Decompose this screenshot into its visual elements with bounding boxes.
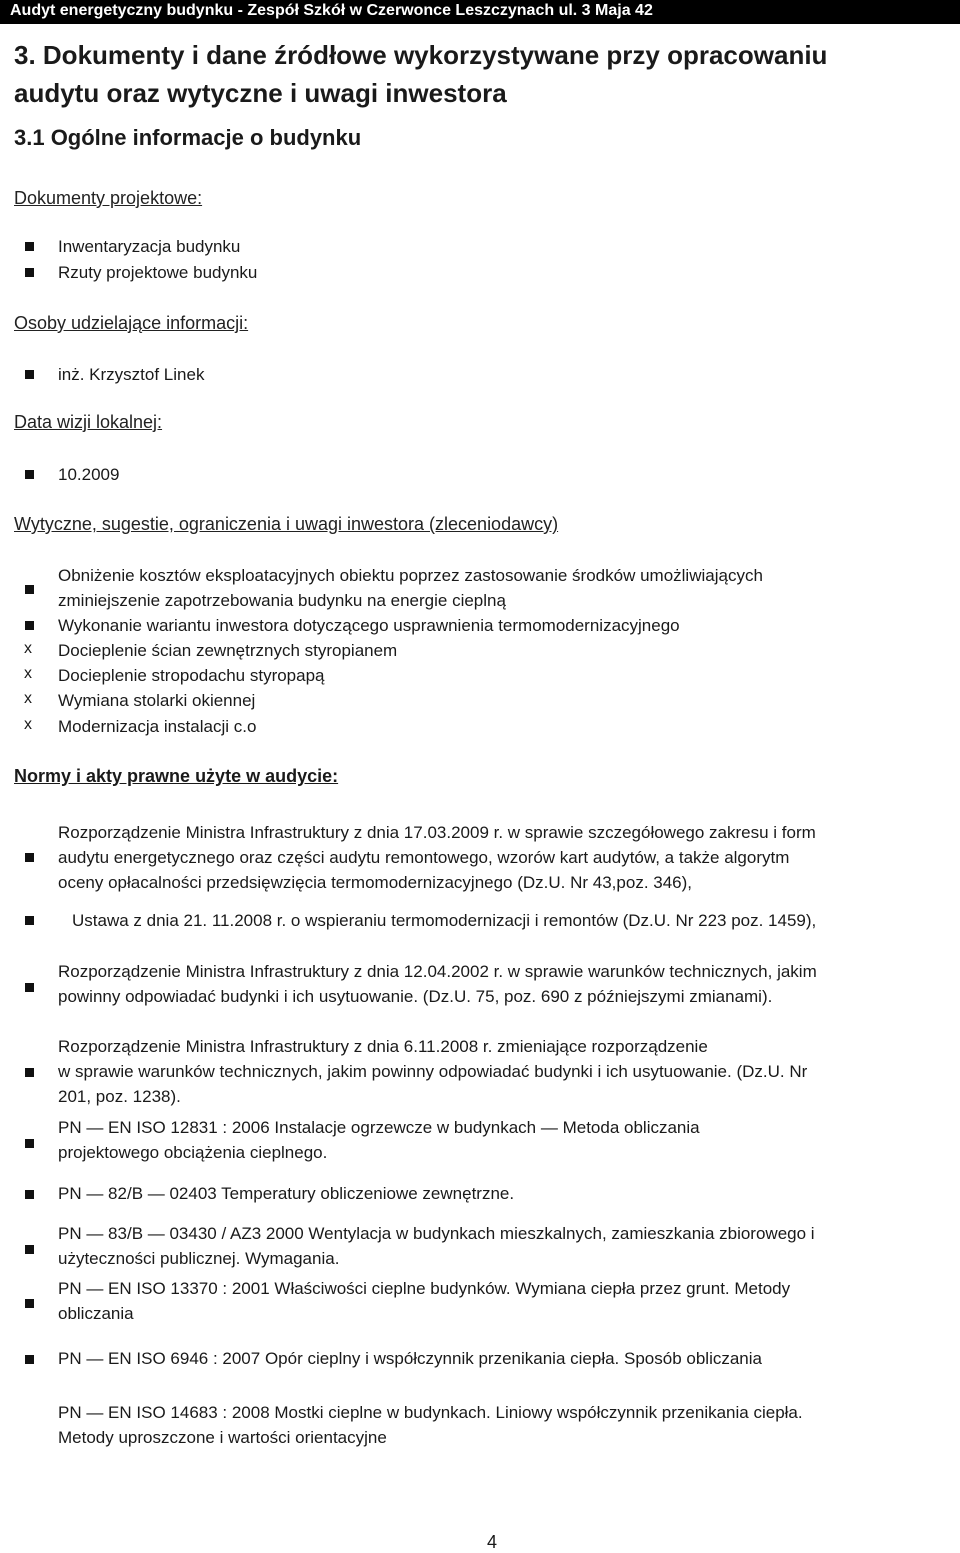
bullet-square-icon <box>25 585 34 594</box>
informants-label: Osoby udzielające informacji: <box>14 313 249 333</box>
norm-item-line: PN — EN ISO 14683 : 2008 Mostki cieplne w budynkach. Liniowy współczynnik przenikania ciepła. <box>58 1403 803 1422</box>
project-doc-item: Rzuty projektowe budynku <box>58 263 258 282</box>
norm-item-line: Metody uproszczone i wartości orientacyjne <box>58 1428 387 1447</box>
norm-item-line: PN — EN ISO 13370 : 2001 Właściwości cieplne budynków. Wymiana ciepła przez grunt. Metody <box>58 1279 791 1298</box>
bullet-square-icon <box>25 470 34 479</box>
bullet-square-icon <box>25 983 34 992</box>
bullet-square-icon <box>25 1299 34 1308</box>
informant-item: inż. Krzysztof Linek <box>58 365 205 384</box>
visit-date-value: 10.2009 <box>58 465 120 484</box>
x-mark: x <box>24 665 32 682</box>
norm-item-line: obliczania <box>58 1304 134 1323</box>
bullet-square-icon <box>25 370 34 379</box>
bullet-square-icon <box>25 1068 34 1077</box>
bullet-square-icon <box>25 1355 34 1364</box>
norms-label: Normy i akty prawne użyte w audycie: <box>14 766 339 786</box>
project-doc-item: Inwentaryzacja budynku <box>58 237 241 256</box>
section-title-line1: 3. Dokumenty i dane źródłowe wykorzystywane przy opracowaniu <box>14 40 828 70</box>
bullet-square-icon <box>25 1245 34 1254</box>
norm-item-line: w sprawie warunków technicznych, jakim powinny odpowiadać budynki i ich usytuowanie. (Dz.U. Nr <box>58 1062 808 1081</box>
guideline-x-item: Wymiana stolarki okiennej <box>58 691 256 710</box>
bullet-square-icon <box>25 853 34 862</box>
guideline-x-item: Docieplenie stropodachu styropapą <box>58 666 325 685</box>
section-title-line2: audytu oraz wytyczne i uwagi inwestora <box>14 78 507 108</box>
guideline-x-item: Docieplenie ścian zewnętrznych styropianem <box>58 641 398 660</box>
norm-item-line: powinny odpowiadać budynki i ich usytuowanie. (Dz.U. 75, poz. 690 z późniejszymi zmianami). <box>58 987 773 1006</box>
page-number: 4 <box>487 1532 498 1552</box>
bullet-square-icon <box>25 268 34 277</box>
document-header <box>0 0 960 24</box>
guideline-item2: Wykonanie wariantu inwestora dotyczącego usprawnienia termomodernizacyjnego <box>58 616 680 635</box>
norm-item-line: PN — 83/B — 03430 / AZ3 2000 Wentylacja w budynkach mieszkalnych, zamieszkania zbiorowego i <box>58 1224 815 1243</box>
norm-item-line: 201, poz. 1238). <box>58 1087 181 1106</box>
norm-item-line: projektowego obciążenia cieplnego. <box>58 1143 328 1162</box>
norm-item-line: użyteczności publicznej. Wymagania. <box>58 1249 340 1268</box>
norm-item-line: PN — EN ISO 12831 : 2006 Instalacje ogrzewcze w budynkach — Metoda obliczania <box>58 1118 700 1137</box>
x-mark: x <box>24 640 32 657</box>
bullet-square-icon <box>25 916 34 925</box>
bullet-square-icon <box>25 1190 34 1199</box>
bullet-square-icon <box>25 621 34 630</box>
project-docs-label: Dokumenty projektowe: <box>14 188 203 208</box>
norm-item-line: Rozporządzenie Ministra Infrastruktury z dnia 17.03.2009 r. w sprawie szczegółowego zakresu i form <box>58 823 816 842</box>
norm-item-line: audytu energetycznego oraz części audytu remontowego, wzorów kart audytów, a także algorytm <box>58 848 790 867</box>
guideline-item1-line1: Obniżenie kosztów eksploatacyjnych obiektu poprzez zastosowanie środków umożliwiających <box>58 566 763 585</box>
guidelines-label: Wytyczne, sugestie, ograniczenia i uwagi inwestora (zleceniodawcy) <box>14 514 559 534</box>
norm-item-line: PN — 82/B — 02403 Temperatury obliczeniowe zewnętrzne. <box>58 1184 515 1203</box>
guideline-x-item: Modernizacja instalacji c.o <box>58 717 257 736</box>
visit-date-label: Data wizji lokalnej: <box>14 412 163 432</box>
bullet-square-icon <box>25 242 34 251</box>
norm-item-line: oceny opłacalności przedsięwzięcia termomodernizacyjnego (Dz.U. Nr 43,poz. 346), <box>58 873 693 892</box>
x-mark: x <box>24 690 32 707</box>
x-mark: x <box>24 716 32 733</box>
norm-item-line: Rozporządzenie Ministra Infrastruktury z dnia 6.11.2008 r. zmieniające rozporządzenie <box>58 1037 708 1056</box>
guideline-item1-line2: zminiejszenie zapotrzebowania budynku na energie cieplną <box>58 591 506 610</box>
norm-item-line: Rozporządzenie Ministra Infrastruktury z dnia 12.04.2002 r. w sprawie warunków technicznych, jakim <box>58 962 817 981</box>
bullet-square-icon <box>25 1139 34 1148</box>
norm-item-line: PN — EN ISO 6946 : 2007 Opór cieplny i współczynnik przenikania ciepła. Sposób obliczania <box>58 1349 762 1368</box>
norm-item-line: Ustawa z dnia 21. 11.2008 r. o wspieraniu termomodernizacji i remontów (Dz.U. Nr 223 poz. 1459), <box>72 911 817 930</box>
subsection-title: 3.1 Ogólne informacje o budynku <box>14 125 362 150</box>
header-title: Audyt energetyczny budynku - Zespół Szkół w Czerwonce Leszczynach ul. 3 Maja 42 <box>10 2 653 19</box>
